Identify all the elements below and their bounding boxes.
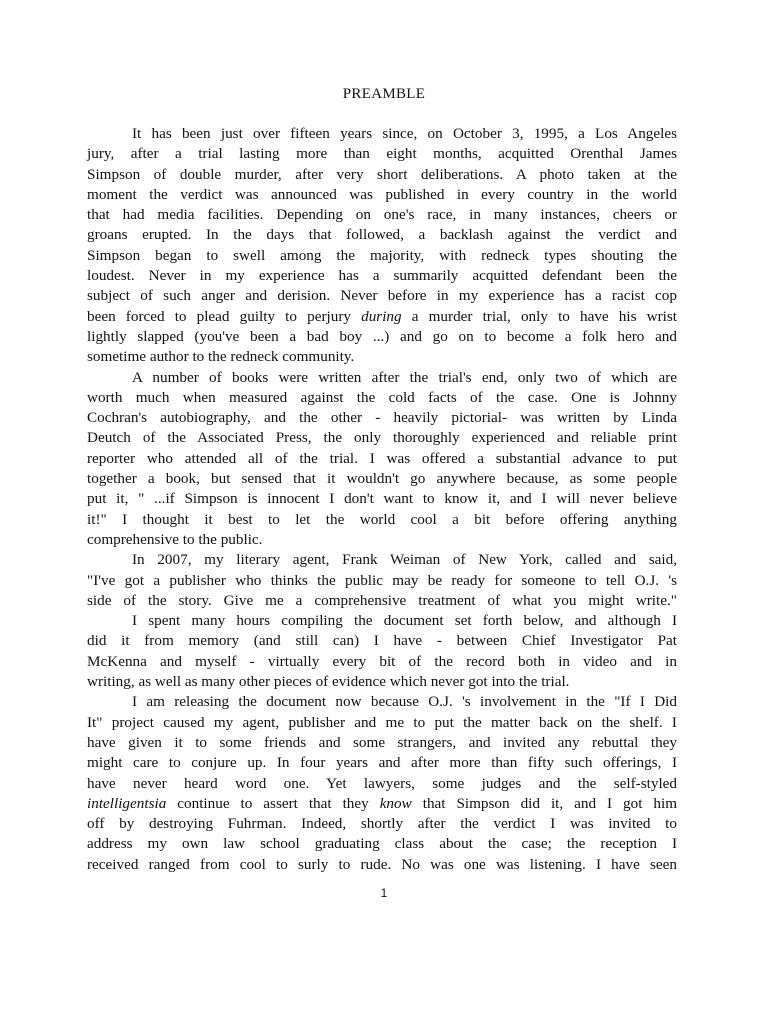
text-line [87,428,677,448]
line-text: It has been just over fifteen years since, on October 3, 1995, a Los Angeles [132,125,677,142]
text-line [87,855,677,875]
text-line [87,347,677,367]
text-line [87,571,677,591]
line-text: have given it to some friends and some strangers, and invited any rebuttal they [87,733,677,751]
text-line [87,388,677,408]
line-text: might care to conjure up. In four years and after more than fifty such offerings, I [87,754,677,772]
italic-text: know [379,794,412,812]
text-line [87,246,677,266]
line-text: that Simpson did it, and I got him [422,794,678,812]
page-title: PREAMBLE [342,86,426,102]
line-text: McKenna and myself - virtually every bit of the record both in video and in [87,652,677,670]
text-line [87,469,677,489]
line-text: put it, " ...if Simpson is innocent I don't want to know it, and I will never believe [87,490,677,508]
line-text: Simpson of double murder, after very short deliberations. A photo taken at the [87,165,677,183]
line-text: subject of such anger and derision. Never before in my experience has a racist cop [87,287,677,305]
text-line [87,611,677,631]
text-line [87,185,677,205]
line-text: moment the verdict was announced was published in every country in the world [87,185,677,203]
line-text: writing, as well as many other pieces of evidence which never got into the trial. [87,673,570,691]
text-line [87,713,677,733]
text-line [87,774,677,794]
text-line [87,733,677,753]
line-text: Cochran's autobiography, and the other - heavily pictorial- was written by Linda [87,409,677,427]
text-line [87,449,677,469]
text-line [87,307,677,327]
line-text: continue to assert that they [177,794,369,812]
text-line [87,834,677,854]
text-line [87,124,677,144]
line-text: off by destroying Fuhrman. Indeed, shortly after the verdict I was invited to [87,815,677,833]
text-line [87,489,677,509]
body-text [87,124,677,875]
line-text: I am releasing the document now because O.J. 's involvement in the "If I Did [132,693,677,711]
text-line [87,672,677,692]
line-text: jury, after a trial lasting more than eight months, acquitted Orenthal James [87,145,677,163]
text-line [87,165,677,185]
text-line [87,631,677,651]
line-text: Simpson began to swell among the majority, with redneck types shouting the [87,246,677,264]
line-text: comprehensive to the public. [87,530,263,548]
text-line [87,591,677,611]
text-line [87,814,677,834]
line-text: worth much when measured against the cold facts of the case. One is Johnny [87,388,677,406]
text-line [87,510,677,530]
line-text: groans erupted. In the days that followed, a backlash against the verdict and [87,226,677,244]
line-text: A number of books were written after the trial's end, only two of which are [132,368,677,386]
line-text: a murder trial, only to have his wrist [411,307,678,325]
text-line [87,327,677,347]
line-text: Deutch of the Associated Press, the only thoroughly experienced and reliable print [87,429,677,447]
line-text: I spent many hours compiling the document set forth below, and although I [132,612,677,630]
line-text: loudest. Never in my experience has a summarily acquitted defendant been the [87,267,677,285]
text-line [87,530,677,550]
text-line [87,368,677,388]
text-line [87,266,677,286]
line-text: have never heard word one. Yet lawyers, some judges and the self-styled [87,774,677,792]
line-text: did it from memory (and still can) I have - between Chief Investigator Pat [87,632,677,650]
italic-text: during [361,307,402,325]
text-line [87,144,677,164]
line-text: In 2007, my literary agent, Frank Weiman of New York, called and said, [132,551,677,569]
line-text: lightly slapped (you've been a bad boy ...) and go on to become a folk hero and [87,327,677,345]
line-text: It" project caused my agent, publisher and me to put the matter back on the shelf. I [87,713,677,731]
line-text: it!" I thought it best to let the world cool a bit before offering anything [87,510,677,528]
line-text: received ranged from cool to surly to rude. No was one was listening. I have seen [87,855,677,873]
italic-text: intelligentsia [87,794,167,812]
text-line [87,205,677,225]
text-line [87,408,677,428]
text-line [87,225,677,245]
line-text: reporter who attended all of the trial. I was offered a substantial advance to put [87,449,677,467]
line-text: "I've got a publisher who thinks the public may be ready for someone to tell O.J. 's [87,571,677,589]
line-text: that had media facilities. Depending on one's race, in many instances, cheers or [87,206,677,224]
text-line [87,794,677,814]
line-text: been forced to plead guilty to perjury [87,307,351,325]
line-text: address my own law school graduating class about the case; the reception I [87,835,677,853]
line-text: side of the story. Give me a comprehensive treatment of what you might write." [87,591,677,609]
line-text: sometime author to the redneck community. [87,348,355,366]
text-line [87,652,677,672]
page-number: 1 [380,886,388,900]
line-text: together a book, but sensed that it wouldn't go anywhere because, as some people [87,470,677,488]
text-line [87,753,677,773]
text-line [87,692,677,712]
text-line [87,550,677,570]
text-line [87,286,677,306]
